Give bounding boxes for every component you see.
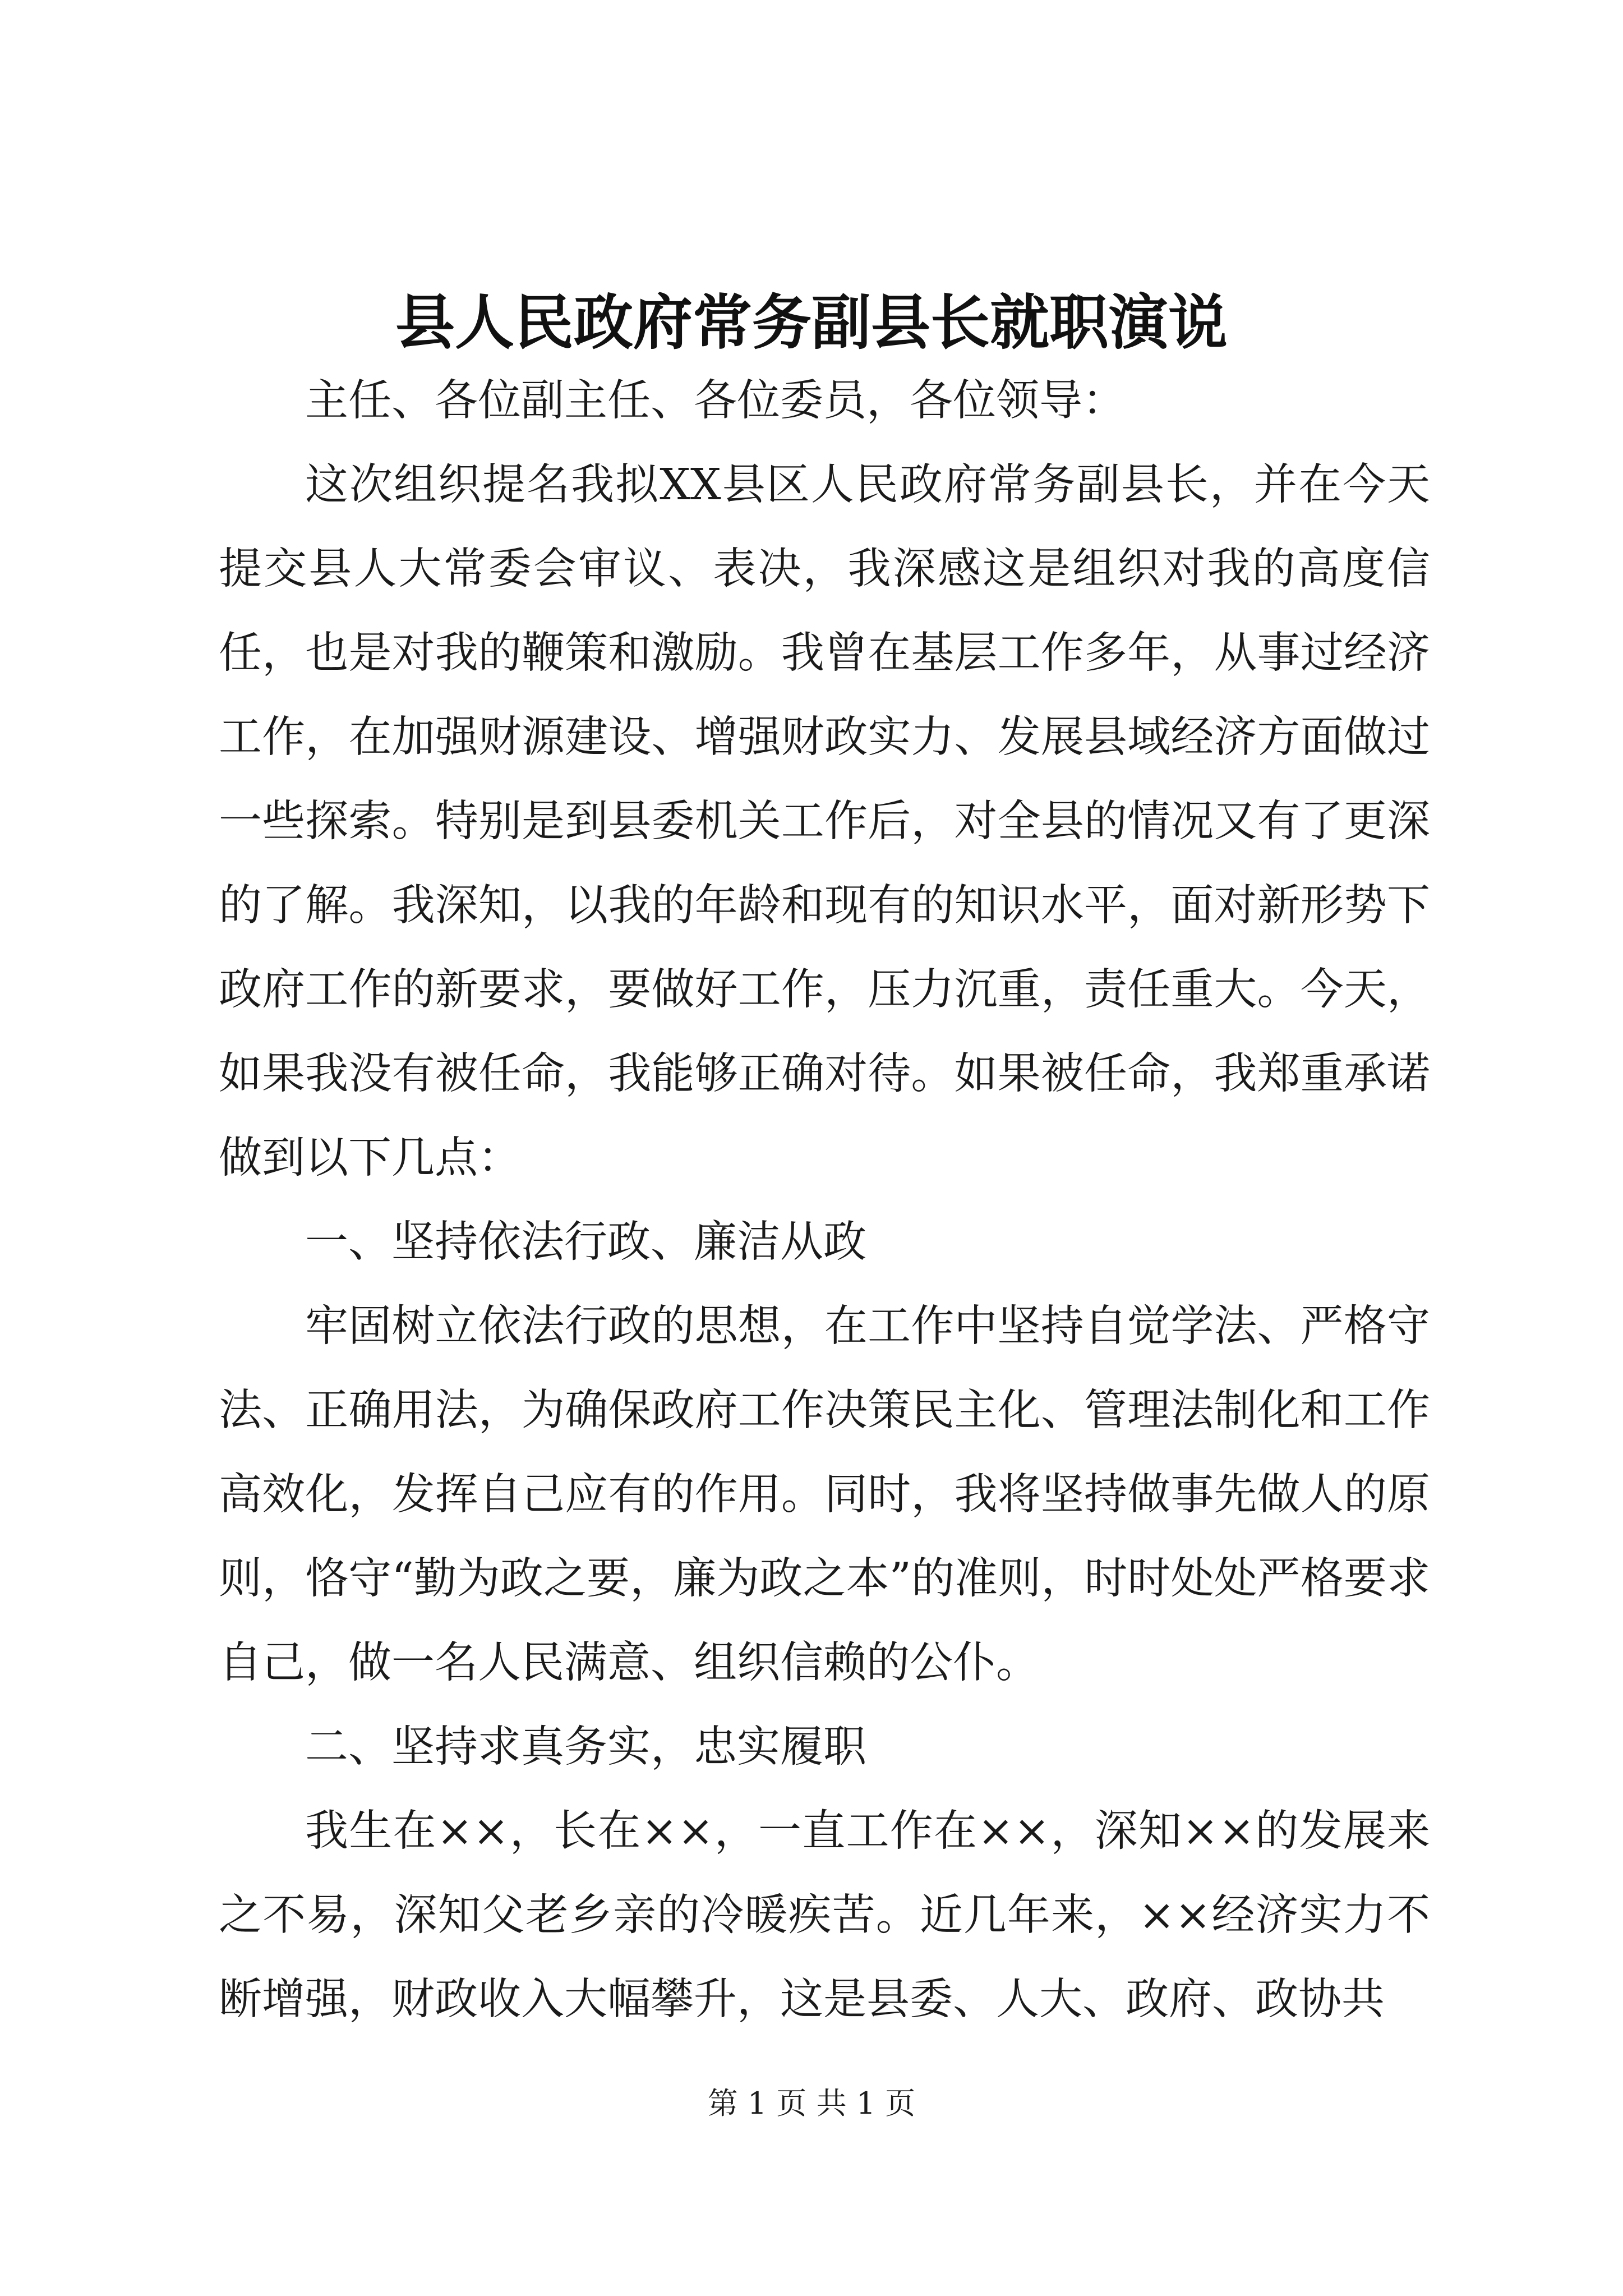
page-footer: 第 1 页 共 1 页 — [707, 2086, 916, 2121]
body-paragraph: 牢固树立依法行政的思想，在工作中坚持自觉学法、严格守法、正确用法，为确保政府工作决策民主化、管理法制化和工作高效化，发挥自己应有的作用。同时，我将坚持做事先做人的原则，恪守“勤为政之要，廉为政之本”的准则，时时处处严格要求自己，做一名人民满意、组织信赖的公仆。 — [219, 1301, 1430, 1688]
section-heading: 一、坚持依法行政、廉洁从政 — [305, 1217, 866, 1267]
document-body — [219, 359, 1430, 2042]
section-heading: 二、坚持求真务实，忠实履职 — [305, 1722, 866, 1772]
body-paragraph: 这次组织提名我拟XX县区人民政府常务副县长，并在今天提交县人大常委会审议、表决，我深感这是组织对我的高度信任，也是对我的鞭策和激励。我曾在基层工作多年，从事过经济工作，在加强财源建设、增强财政实力、发展县域经济方面做过一些探索。特别是到县委机关工作后，对全县的情况又有了更深的了解。我深知，以我的年龄和现有的知识水平，面对新形势下政府工作的新要求，要做好工作，压力沉重，责任重大。今天，如果我没有被任命，我能够正确对待。如果被任命，我郑重承诺做到以下几点： — [219, 460, 1430, 1183]
document-title: 县人民政府常务副县长就职演说 — [395, 287, 1228, 357]
body-paragraph: 我生在××，长在××，一直工作在××，深知××的发展来之不易，深知父老乡亲的冷暖疾苦。近几年来，××经济实力不断增强，财政收入大幅攀升，这是县委、人大、政府、政协共 — [219, 1806, 1430, 2024]
salutation-paragraph: 主任、各位副主任、各位委员，各位领导： — [305, 376, 1126, 426]
